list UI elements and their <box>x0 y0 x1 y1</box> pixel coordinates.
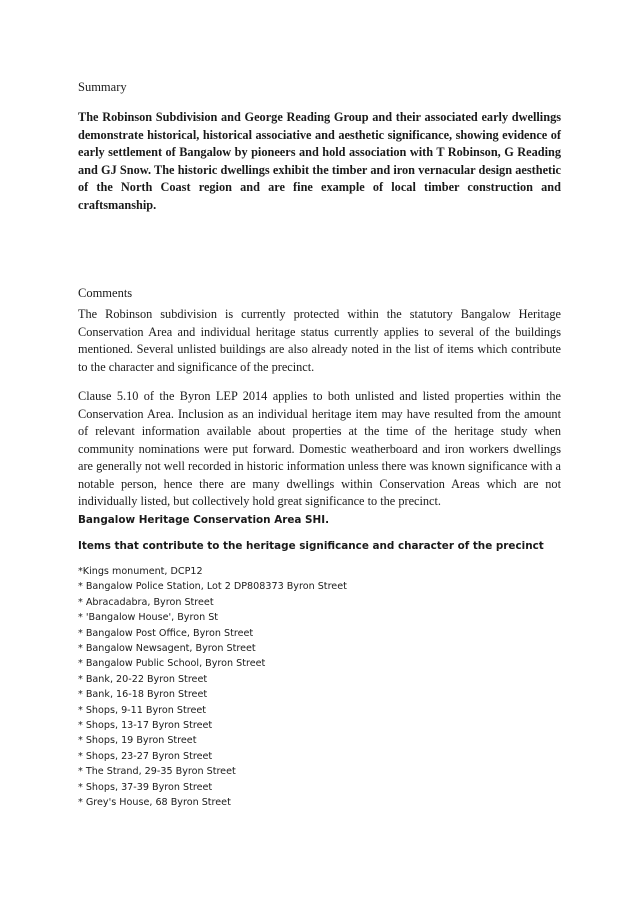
list-item: * Bangalow Post Office, Byron Street <box>78 627 254 639</box>
heritage-items-list <box>78 564 347 811</box>
comments-heading: Comments <box>78 286 133 300</box>
list-item: * Bangalow Public School, Byron Street <box>78 658 266 670</box>
list-item: * Bangalow Police Station, Lot 2 DP808373 Byron Street <box>78 581 347 593</box>
list-item: * Bangalow Newsagent, Byron Street <box>78 643 256 655</box>
list-item: *Kings monument, DCP12 <box>78 566 203 577</box>
items-title: Items that contribute to the heritage significance and character of the precinct <box>78 540 544 552</box>
comments-paragraph: The Robinson subdivision is currently protected within the statutory Bangalow Heritage Conservation Area and individual heritage status currently applies to several of the buildings mentioned. Several unlisted buildings are also already noted in the list of items which contribute to the character and significance of the precinct. <box>78 307 561 374</box>
list-item: * Grey's House, 68 Byron Street <box>78 797 231 809</box>
summary-text: The Robinson Subdivision and George Reading Group and their associated early dwellings demonstrate historical, historical associative and aesthetic significance, showing evidence of early settlement of Bangalow by pioneers and hold association with T Robinson, G Reading and GJ Snow. The historic dwellings exhibit the timber and iron vernacular design aesthetic of the North Coast region and are fine example of local timber construction and craftsmanship. <box>78 110 561 212</box>
list-item: * Bank, 20-22 Byron Street <box>78 673 208 685</box>
summary-heading: Summary <box>78 80 127 94</box>
shi-title: Bangalow Heritage Conservation Area SHI. <box>78 514 330 526</box>
list-item: * 'Bangalow House', Byron St <box>78 612 219 624</box>
list-item: * Bank, 16-18 Byron Street <box>78 689 208 701</box>
comments-paragraph: Clause 5.10 of the Byron LEP 2014 applies to both unlisted and listed properties within the Conservation Area. Inclusion as an individual heritage item may have resulted from the amount of relevant information available about properties at the time of the heritage study when community nominations were put forward. Domestic weatherboard and iron workers dwellings are generally not well recorded in historic information unless there was known significance with a notable person, hence there are many dwellings within Conservation Areas which are not individually listed, but collectively hold great significance to the precinct. <box>78 389 561 508</box>
list-item: * Abracadabra, Byron Street <box>78 596 214 608</box>
list-item: * Shops, 19 Byron Street <box>78 735 197 747</box>
list-item: * Shops, 23-27 Byron Street <box>78 750 213 762</box>
list-item: * Shops, 9-11 Byron Street <box>78 704 207 716</box>
list-item: * Shops, 13-17 Byron Street <box>78 720 213 732</box>
list-item: * Shops, 37-39 Byron Street <box>78 781 213 793</box>
list-item: * The Strand, 29-35 Byron Street <box>78 766 236 778</box>
